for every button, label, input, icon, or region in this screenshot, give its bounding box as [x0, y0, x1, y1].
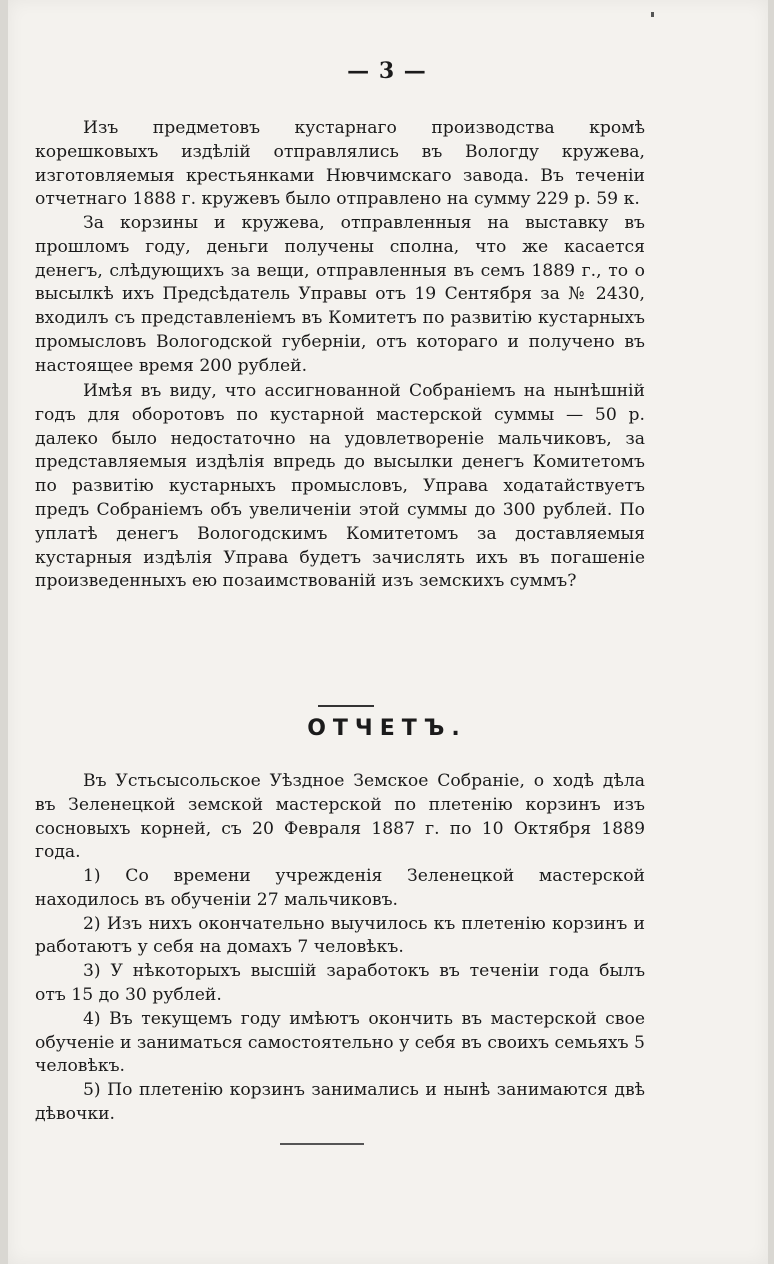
paragraph-petition [35, 380, 645, 594]
report-item: 3) У нѣкоторыхъ высшій заработокъ въ теченіи года былъ отъ 15 до 30 рублей. [35, 961, 645, 1005]
paragraph-text: Имѣя въ виду, что ассигнованной Собраніемъ на нынѣшній годъ для оборотовъ по кустарной мастерской суммы — 50 р. далеко было недостаточно на удовлетвореніе мальчиковъ, за представляемыя издѣлія впредь до высылки денегъ Комитетомъ по развитію кустарныхъ промысловъ, Управа ходатайствуетъ предъ Собраніемъ объ увеличеніи этой суммы до 300 рублей. По уплатѣ денегъ Вологодскимъ Комитетомъ за доставляемыя кустарныя издѣлія Управа будетъ зачислять ихъ въ погашеніе произведенныхъ ею позаимствованій изъ земскихъ суммъ? [35, 381, 645, 592]
page-number: — 3 — [347, 58, 427, 84]
section-divider [318, 705, 374, 707]
end-divider [280, 1143, 364, 1145]
paragraph-text: За корзины и кружева, отправленныя на выставку въ прошломъ году, деньги получены сполна, что же касается денегъ, слѣдующихъ за вещи, отправленныя въ семъ 1889 г., то о высылкѣ ихъ Предсѣдатель Управы отъ 19 Сентября за № 2430, входилъ съ представленіемъ въ Комитетъ по развитію кустарныхъ промысловъ Вологодской губерніи, отъ котораго и получено въ настоящее время 200 рублей. [35, 213, 645, 376]
report-item: 1) Со времени учрежденія Зеленецкой мастерской находилось въ обученіи 27 мальчиковъ. [35, 866, 645, 910]
report-item: 5) По плетенію корзинъ занимались и нынѣ занимаются двѣ дѣвочки. [35, 1080, 645, 1124]
report-intro [35, 770, 645, 865]
report-heading: ОТЧЕТЪ. [307, 716, 467, 741]
scan-speck [651, 12, 654, 17]
paragraph-payment [35, 212, 645, 379]
report-intro-text: Въ Устьсысольское Уѣздное Земское Собраніе, о ходѣ дѣла въ Зеленецкой земской мастерской по плетенію корзинъ изъ сосновыхъ корней, съ 20 Февраля 1887 г. по 10 Октября 1889 года. [35, 771, 645, 863]
report-item: 2) Изъ нихъ окончательно выучилось къ плетенію корзинъ и работаютъ у себя на домахъ 7 человѣкъ. [35, 913, 645, 958]
paragraph-lace-shipment [35, 117, 645, 212]
paragraph-text: Изъ предметовъ кустарнаго производства кромѣ корешковыхъ издѣлій отправлялись въ Вологду кружева, изготовляемыя крестьянками Нювчимскаго завода. Въ теченіи отчетнаго 1888 г. кружевъ было отправлено на сумму 229 р. 59 к. [35, 118, 645, 210]
report-item: 4) Въ текущемъ году имѣютъ окончить въ мастерской свое обученіе и заниматься самостоятельно у себя въ своихъ семьяхъ 5 человѣкъ. [35, 1008, 645, 1077]
report-items-list [35, 865, 645, 1127]
